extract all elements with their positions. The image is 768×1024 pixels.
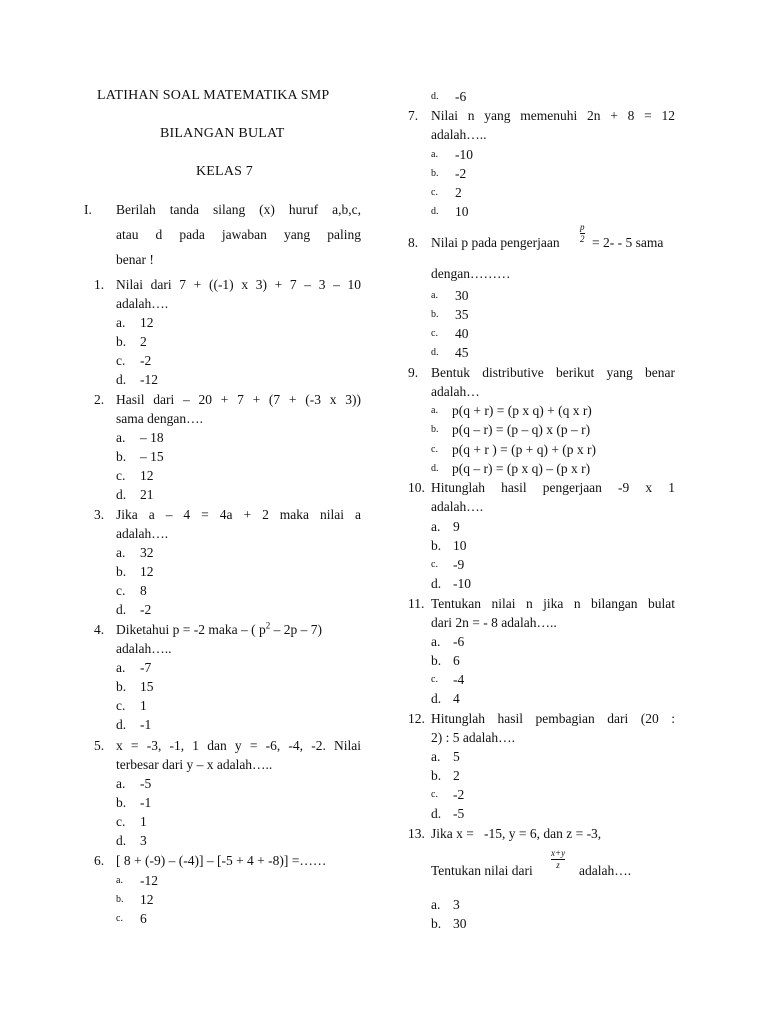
option-text[interactable]: -6 — [453, 634, 465, 649]
option-letter[interactable]: b. — [431, 653, 442, 668]
question-text: Tentukan nilai n jika n bilangan bulat — [431, 596, 675, 611]
question-text: Hitunglah hasil pembagian dari (20 : — [431, 711, 675, 726]
question-number: 4. — [94, 622, 105, 637]
option-text[interactable]: 1 — [140, 698, 147, 713]
option-letter[interactable]: a. — [116, 315, 126, 330]
option-text[interactable]: 6 — [140, 911, 147, 926]
option-text[interactable]: – 15 — [140, 449, 164, 464]
option-letter[interactable]: d. — [116, 717, 127, 732]
option-letter[interactable]: d. — [116, 602, 127, 617]
question-number: 12. — [408, 711, 425, 726]
question-text: Tentukan nilai dari — [431, 863, 533, 878]
option-text[interactable]: 4 — [453, 691, 460, 706]
option-text[interactable]: 2 — [140, 334, 147, 349]
option-letter[interactable]: c. — [431, 559, 438, 570]
option-letter[interactable]: c. — [431, 444, 438, 455]
page-subtitle: BILANGAN BULAT — [160, 126, 285, 141]
option-letter[interactable]: d. — [431, 91, 439, 102]
page-title: LATIHAN SOAL MATEMATIKA SMP — [97, 88, 330, 103]
option-letter[interactable]: d. — [431, 463, 439, 474]
option-text[interactable]: p(q + r ) = (p + q) + (p x r) — [452, 442, 597, 457]
option-text[interactable]: 12 — [140, 468, 154, 483]
option-letter[interactable]: c. — [116, 814, 126, 829]
option-text[interactable]: -2 — [455, 166, 467, 181]
option-text[interactable]: -5 — [453, 806, 465, 821]
question-text: adalah…. — [431, 499, 484, 514]
option-text[interactable]: 8 — [140, 583, 147, 598]
question-text: Hitunglah hasil pengerjaan -9 x 1 — [431, 480, 675, 495]
option-letter[interactable]: a. — [116, 660, 126, 675]
option-text[interactable]: -4 — [453, 672, 465, 687]
question-text: adalah…. — [116, 296, 169, 311]
option-letter[interactable]: b. — [431, 168, 439, 179]
class-label: KELAS 7 — [196, 164, 254, 179]
option-text[interactable]: 15 — [140, 679, 154, 694]
option-letter[interactable]: d. — [116, 833, 127, 848]
question-text: Jika a – 4 = 4a + 2 maka nilai a — [116, 507, 361, 522]
option-letter[interactable]: c. — [116, 583, 126, 598]
option-text[interactable]: 2 — [453, 768, 460, 783]
option-text[interactable]: -12 — [140, 372, 158, 387]
fraction-numerator: p — [580, 222, 585, 232]
option-letter[interactable]: a. — [116, 875, 123, 886]
question-number: 5. — [94, 738, 105, 753]
option-letter[interactable]: b. — [431, 538, 442, 553]
option-text[interactable]: p(q – r) = (p x q) – (p x r) — [452, 461, 591, 476]
question-text: adalah… — [431, 384, 480, 399]
option-text[interactable]: -2 — [140, 602, 152, 617]
option-text[interactable]: -1 — [140, 795, 152, 810]
option-letter[interactable]: c. — [431, 674, 438, 685]
option-text[interactable]: -10 — [453, 576, 471, 591]
option-letter[interactable]: d. — [431, 347, 439, 358]
option-text[interactable]: – 18 — [140, 430, 164, 445]
option-letter[interactable]: d. — [431, 691, 442, 706]
question-text: x = -3, -1, 1 dan y = -6, -4, -2. Nilai — [116, 738, 361, 753]
option-letter[interactable]: d. — [116, 372, 127, 387]
option-letter[interactable]: b. — [431, 309, 439, 320]
option-text[interactable]: 6 — [453, 653, 460, 668]
option-text[interactable]: 10 — [455, 204, 469, 219]
option-letter[interactable]: d. — [431, 206, 439, 217]
option-text[interactable]: -7 — [140, 660, 152, 675]
option-letter[interactable]: c. — [116, 913, 123, 924]
option-letter[interactable]: a. — [431, 405, 438, 416]
option-letter[interactable]: b. — [116, 334, 127, 349]
question-text: terbesar dari y – x adalah….. — [116, 757, 273, 772]
option-text[interactable]: 30 — [455, 288, 469, 303]
question-text: adalah…. — [116, 526, 169, 541]
option-text[interactable]: 12 — [140, 315, 154, 330]
option-text[interactable]: 3 — [140, 833, 147, 848]
option-letter[interactable]: c. — [431, 328, 438, 339]
option-letter[interactable]: b. — [116, 679, 127, 694]
question-text: Nilai p pada pengerjaan — [431, 235, 560, 250]
question-text: adalah….. — [431, 127, 487, 142]
option-text[interactable]: 35 — [455, 307, 469, 322]
fraction-numerator: x+y — [551, 848, 566, 858]
question-text: adalah…. — [579, 863, 632, 878]
option-letter[interactable]: c. — [116, 468, 126, 483]
question-text: dari 2n = - 8 adalah….. — [431, 615, 557, 630]
option-letter[interactable]: a. — [431, 290, 438, 301]
option-text[interactable]: 3 — [453, 897, 460, 912]
question-text: 2) : 5 adalah…. — [431, 730, 515, 745]
option-text[interactable]: 10 — [453, 538, 467, 553]
option-letter[interactable]: c. — [116, 698, 126, 713]
section-number: I. — [84, 202, 92, 217]
option-text[interactable]: -2 — [140, 353, 152, 368]
option-letter[interactable]: a. — [431, 519, 441, 534]
question-number: 13. — [408, 826, 425, 841]
option-text[interactable]: 40 — [455, 326, 469, 341]
question-number: 10. — [408, 480, 425, 495]
option-text[interactable]: -12 — [140, 873, 158, 888]
question-text: dengan……… — [431, 266, 511, 281]
option-letter[interactable]: a. — [116, 776, 126, 791]
option-letter[interactable]: c. — [116, 353, 126, 368]
question-number: 8. — [408, 235, 419, 250]
question-number: 2. — [94, 392, 105, 407]
option-text[interactable]: 45 — [455, 345, 469, 360]
option-text[interactable]: 1 — [140, 814, 147, 829]
question-text: adalah….. — [116, 641, 172, 656]
instruction-line: benar ! — [116, 252, 154, 267]
question-number: 7. — [408, 108, 419, 123]
question-text: Jika x = -15, y = 6, dan z = -3, — [431, 826, 602, 841]
option-text[interactable]: -1 — [140, 717, 152, 732]
option-letter[interactable]: c. — [431, 187, 438, 198]
question-text: Bentuk distributive berikut yang benar — [431, 365, 675, 380]
option-text[interactable]: 32 — [140, 545, 154, 560]
option-text[interactable]: p(q – r) = (p – q) x (p – r) — [452, 422, 591, 437]
question-number: 9. — [408, 365, 419, 380]
option-letter[interactable]: d. — [116, 487, 127, 502]
fraction — [580, 223, 585, 244]
option-letter[interactable]: b. — [116, 894, 124, 905]
instruction-line: Berilah tanda silang (x) huruf a,b,c, — [116, 202, 361, 217]
option-letter[interactable]: b. — [116, 564, 127, 579]
fraction-denominator: z — [556, 860, 560, 870]
option-letter[interactable]: a. — [116, 430, 126, 445]
question-number: 6. — [94, 853, 105, 868]
option-text[interactable]: 12 — [140, 564, 154, 579]
option-letter[interactable]: b. — [431, 768, 442, 783]
option-text[interactable]: 12 — [140, 892, 154, 907]
option-letter[interactable]: a. — [431, 749, 441, 764]
option-text[interactable]: -9 — [453, 557, 465, 572]
option-letter[interactable]: a. — [116, 545, 126, 560]
option-text[interactable]: 30 — [453, 916, 467, 931]
option-letter[interactable]: c. — [431, 789, 438, 800]
option-letter[interactable]: d. — [431, 806, 442, 821]
option-text[interactable]: 2 — [455, 185, 462, 200]
option-letter[interactable]: a. — [431, 897, 441, 912]
question-text: Hasil dari – 20 + 7 + (7 + (-3 x 3)) — [116, 392, 361, 407]
option-text[interactable]: -2 — [453, 787, 465, 802]
option-text[interactable]: -6 — [455, 89, 467, 104]
option-text[interactable]: 9 — [453, 519, 460, 534]
instruction-line: atau d pada jawaban yang paling — [116, 227, 361, 242]
question-text: = 2- - 5 sama — [592, 235, 664, 250]
question-text: sama dengan…. — [116, 411, 203, 426]
question-text: Nilai n yang memenuhi 2n + 8 = 12 — [431, 108, 675, 123]
question-text: [ 8 + (-9) – (-4)] – [-5 + 4 + -8)] =…… — [116, 853, 327, 868]
exponent: 2 — [265, 620, 271, 631]
option-letter[interactable]: b. — [431, 424, 439, 435]
option-letter[interactable]: b. — [431, 916, 442, 931]
option-letter[interactable]: b. — [116, 795, 127, 810]
question-text-part: Diketahui p = -2 maka – ( p — [116, 622, 266, 637]
option-letter[interactable]: a. — [431, 634, 441, 649]
question-number: 3. — [94, 507, 105, 522]
option-text[interactable]: 21 — [140, 487, 154, 502]
question-number: 1. — [94, 277, 105, 292]
option-text[interactable]: -10 — [455, 147, 473, 162]
option-text[interactable]: -5 — [140, 776, 152, 791]
fraction — [551, 849, 565, 870]
question-number: 11. — [408, 596, 425, 611]
option-letter[interactable]: b. — [116, 449, 127, 464]
option-letter[interactable]: d. — [431, 576, 442, 591]
option-letter[interactable]: a. — [431, 149, 438, 160]
fraction-denominator: 2 — [580, 234, 585, 244]
question-text: Nilai dari 7 + ((-1) x 3) + 7 – 3 – 10 — [116, 277, 361, 292]
option-text[interactable]: 5 — [453, 749, 460, 764]
question-text-part: – 2p – 7) — [270, 622, 322, 637]
option-text[interactable]: p(q + r) = (p x q) + (q x r) — [452, 403, 592, 418]
question-text — [116, 620, 361, 637]
